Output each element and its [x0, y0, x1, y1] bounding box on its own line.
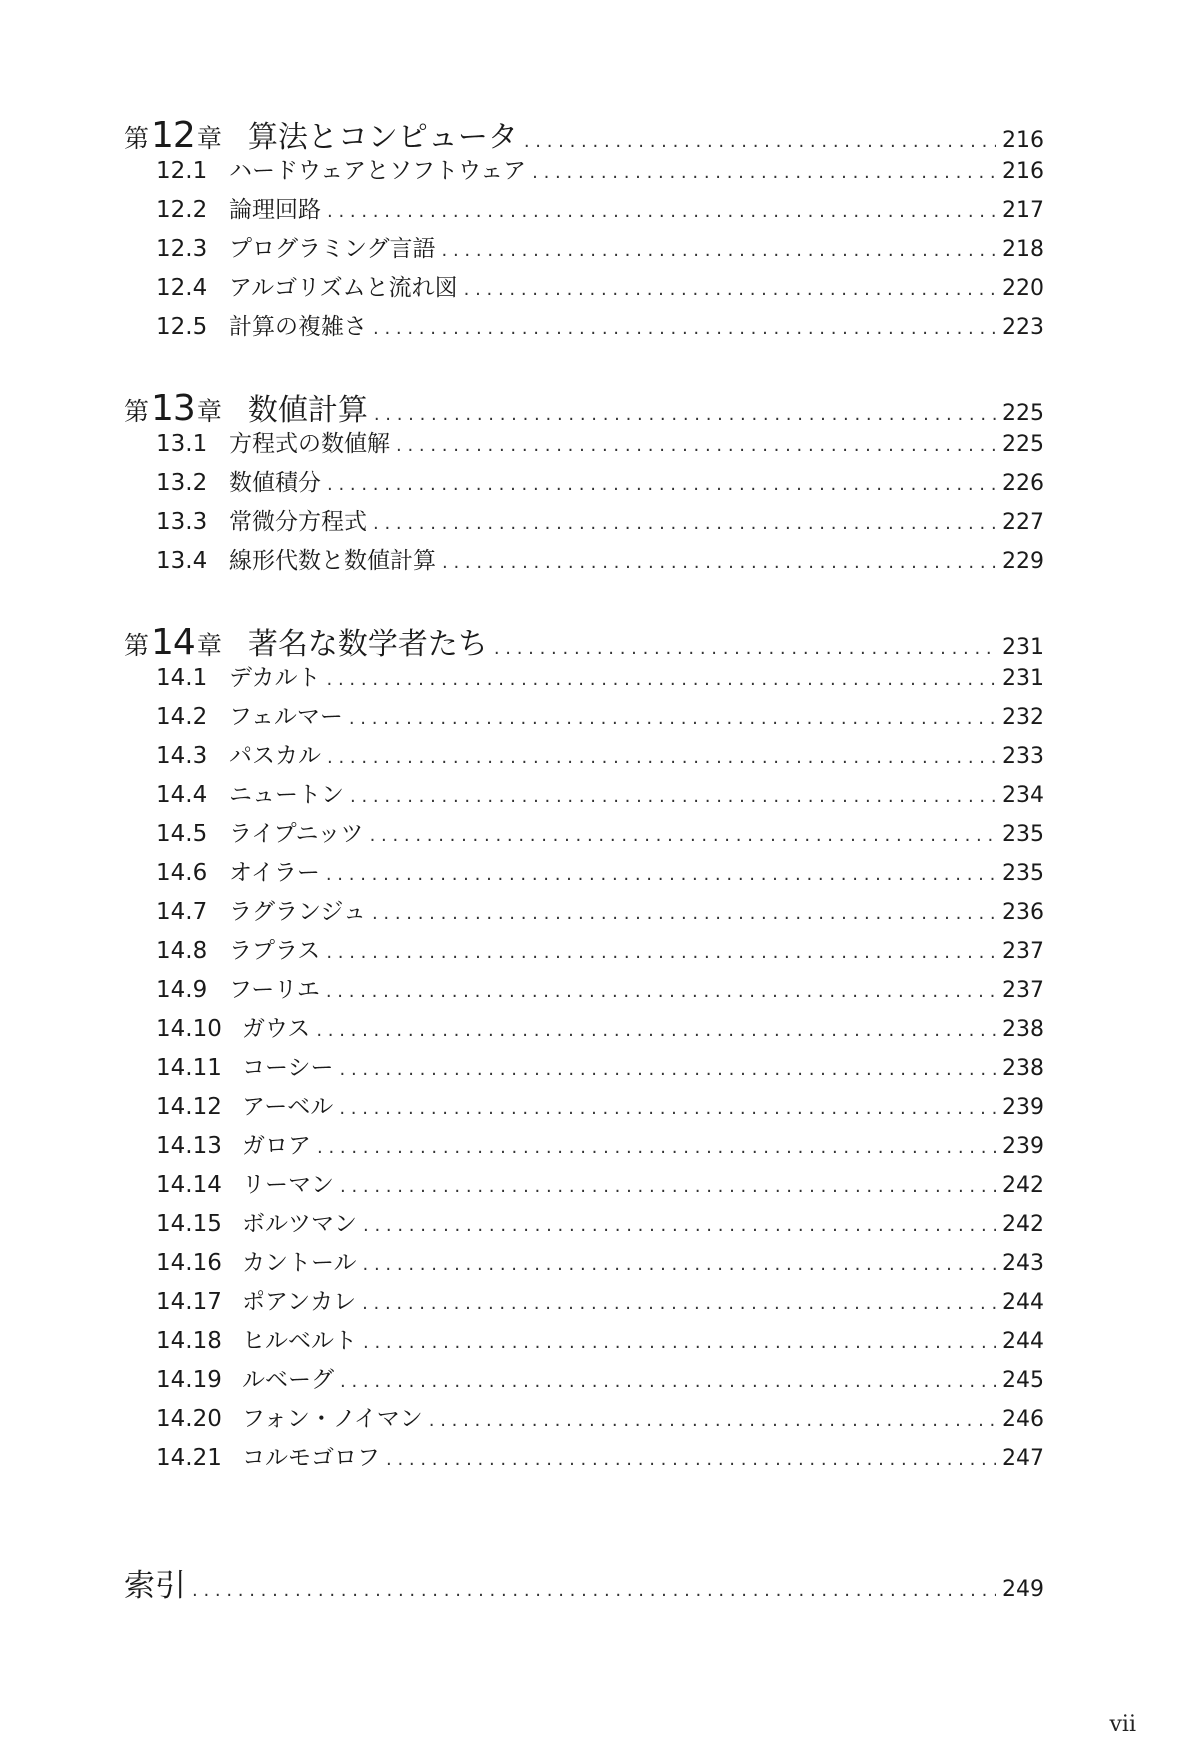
section-number: 14.4	[156, 782, 208, 808]
section-14-14-entry[interactable]	[124, 1166, 1044, 1205]
dot-leader	[363, 1332, 996, 1353]
section-number: 13.1	[156, 431, 208, 457]
section-number: 14.7	[156, 899, 208, 925]
section-14-1-entry[interactable]	[124, 659, 1044, 698]
section-14-3-entry[interactable]	[124, 737, 1044, 776]
table-of-contents	[124, 112, 1044, 1604]
page-number: 229	[1002, 549, 1044, 574]
dot-leader	[373, 513, 996, 534]
page-number: 233	[1002, 744, 1044, 769]
section-title: フォン・ノイマン	[242, 1406, 423, 1432]
chapter-14-entry[interactable]	[124, 619, 1044, 663]
chapter-prefix: 第	[124, 397, 150, 426]
section-number: 14.17	[156, 1289, 222, 1315]
section-title: ボルツマン	[242, 1211, 357, 1237]
chapter-number: 14	[151, 622, 195, 663]
section-title: 数値積分	[229, 470, 321, 496]
section-number: 14.15	[156, 1211, 222, 1237]
dot-leader	[363, 1215, 996, 1236]
section-14-15-entry[interactable]	[124, 1205, 1044, 1244]
page-number: 246	[1002, 1407, 1044, 1432]
section-12-3-entry[interactable]	[124, 230, 1044, 269]
dot-leader	[524, 131, 996, 152]
page-number: 225	[1002, 432, 1044, 457]
section-number: 13.4	[156, 548, 208, 574]
section-number: 13.2	[156, 470, 208, 496]
section-12-4-entry[interactable]	[124, 269, 1044, 308]
section-13-2-entry[interactable]	[124, 464, 1044, 503]
section-title: ライプニッツ	[229, 821, 364, 847]
section-14-5-entry[interactable]	[124, 815, 1044, 854]
page-number: 232	[1002, 705, 1044, 730]
dot-leader	[349, 708, 996, 729]
section-12-2-entry[interactable]	[124, 191, 1044, 230]
page-number: 234	[1002, 783, 1044, 808]
page-number: 243	[1002, 1251, 1044, 1276]
dot-leader	[326, 942, 996, 963]
page-number: 235	[1002, 822, 1044, 847]
section-number: 14.19	[156, 1367, 222, 1393]
dot-leader	[494, 638, 996, 659]
section-title: ラプラス	[229, 938, 321, 964]
page-number: 216	[1002, 159, 1044, 184]
section-14-21-entry[interactable]	[124, 1439, 1044, 1478]
section-number: 14.1	[156, 665, 208, 691]
section-title: ガウス	[242, 1016, 311, 1042]
section-number: 14.9	[156, 977, 208, 1003]
dot-leader	[362, 1293, 996, 1314]
dot-leader	[327, 474, 996, 495]
page-number: 226	[1002, 471, 1044, 496]
page-number: 245	[1002, 1368, 1044, 1393]
index-entry[interactable]	[124, 1560, 1044, 1604]
page-number: 247	[1002, 1446, 1044, 1471]
dot-leader	[374, 404, 996, 425]
page-number: 237	[1002, 939, 1044, 964]
section-number: 12.4	[156, 275, 208, 301]
page-number: 227	[1002, 510, 1044, 535]
section-title: ニュートン	[229, 782, 344, 808]
page-number: 235	[1002, 861, 1044, 886]
dot-leader	[429, 1410, 996, 1431]
section-title: 常微分方程式	[229, 509, 367, 535]
section-number: 12.3	[156, 236, 208, 262]
section-number: 14.13	[156, 1133, 222, 1159]
section-14-10-entry[interactable]	[124, 1010, 1044, 1049]
spacer	[124, 347, 1044, 385]
section-title: 計算の複雑さ	[229, 314, 367, 340]
section-12-1-entry[interactable]	[124, 152, 1044, 191]
page-number: 238	[1002, 1056, 1044, 1081]
section-14-2-entry[interactable]	[124, 698, 1044, 737]
page-number: 237	[1002, 978, 1044, 1003]
page-folio: vii	[1109, 1712, 1136, 1737]
section-title: コーシー	[242, 1055, 334, 1081]
section-number: 12.5	[156, 314, 208, 340]
chapter-title: 著名な数学者たち	[247, 627, 488, 662]
section-number: 12.1	[156, 158, 208, 184]
section-14-9-entry[interactable]	[124, 971, 1044, 1010]
section-14-7-entry[interactable]	[124, 893, 1044, 932]
chapter-title: 数値計算	[247, 393, 368, 428]
section-title: アーベル	[242, 1094, 334, 1120]
section-14-20-entry[interactable]	[124, 1400, 1044, 1439]
dot-leader	[532, 162, 996, 183]
page-number: 225	[1002, 401, 1044, 426]
section-number: 14.3	[156, 743, 208, 769]
dot-leader	[326, 864, 996, 885]
dot-leader	[396, 435, 996, 456]
dot-leader	[386, 1449, 996, 1470]
page-number: 238	[1002, 1017, 1044, 1042]
dot-leader	[192, 1580, 996, 1601]
dot-leader	[363, 1254, 996, 1275]
section-13-4-entry[interactable]	[124, 542, 1044, 581]
section-title: プログラミング言語	[229, 236, 436, 262]
section-number: 14.14	[156, 1172, 222, 1198]
index-title: 索引	[124, 1568, 186, 1604]
section-14-4-entry[interactable]	[124, 776, 1044, 815]
section-title: ラグランジュ	[229, 899, 366, 925]
chapter-title: 算法とコンピュータ	[247, 120, 518, 155]
section-number: 14.20	[156, 1406, 222, 1432]
page-number: 242	[1002, 1212, 1044, 1237]
dot-leader	[327, 747, 996, 768]
section-title: フェルマー	[229, 704, 343, 730]
section-title: カントール	[242, 1250, 357, 1276]
chapter-13-entry[interactable]	[124, 385, 1044, 429]
chapter-suffix: 章	[196, 397, 222, 426]
section-number: 14.2	[156, 704, 208, 730]
chapter-number: 13	[151, 388, 195, 429]
section-number: 14.12	[156, 1094, 222, 1120]
section-title: デカルト	[229, 665, 321, 691]
dot-leader	[340, 1176, 996, 1197]
section-14-11-entry[interactable]	[124, 1049, 1044, 1088]
section-title: 論理回路	[229, 197, 321, 223]
section-number: 14.8	[156, 938, 208, 964]
section-title: 方程式の数値解	[229, 431, 390, 457]
section-title: ルベーグ	[242, 1367, 334, 1393]
page-number: 239	[1002, 1134, 1044, 1159]
section-number: 13.3	[156, 509, 208, 535]
page-number: 231	[1002, 635, 1044, 660]
section-14-16-entry[interactable]	[124, 1244, 1044, 1283]
page-number: 217	[1002, 198, 1044, 223]
dot-leader	[373, 318, 996, 339]
spacer	[124, 1478, 1044, 1560]
section-14-17-entry[interactable]	[124, 1283, 1044, 1322]
section-title: 線形代数と数値計算	[229, 548, 436, 574]
chapter-prefix: 第	[124, 631, 150, 660]
dot-leader	[327, 201, 996, 222]
section-12-5-entry[interactable]	[124, 308, 1044, 347]
section-13-3-entry[interactable]	[124, 503, 1044, 542]
section-number: 14.11	[156, 1055, 222, 1081]
dot-leader	[350, 786, 996, 807]
section-number: 14.6	[156, 860, 208, 886]
section-title: パスカル	[229, 743, 321, 769]
chapter-suffix: 章	[196, 631, 222, 660]
section-number: 14.21	[156, 1445, 222, 1471]
section-title: ガロア	[242, 1133, 311, 1159]
page-number: 223	[1002, 315, 1044, 340]
page-number: 216	[1002, 128, 1044, 153]
dot-leader	[442, 240, 996, 261]
chapter-prefix: 第	[124, 124, 150, 153]
section-title: ポアンカレ	[242, 1289, 357, 1315]
section-14-19-entry[interactable]	[124, 1361, 1044, 1400]
dot-leader	[339, 1098, 996, 1119]
section-title: リーマン	[242, 1172, 334, 1198]
chapter-number: 12	[151, 115, 195, 156]
dot-leader	[340, 1059, 996, 1080]
section-title: ヒルベルト	[242, 1328, 357, 1354]
section-title: フーリエ	[229, 977, 320, 1003]
dot-leader	[370, 825, 996, 846]
dot-leader	[442, 552, 996, 573]
section-number: 12.2	[156, 197, 208, 223]
dot-leader	[464, 279, 996, 300]
section-13-1-entry[interactable]	[124, 425, 1044, 464]
dot-leader	[316, 1020, 996, 1041]
section-number: 14.10	[156, 1016, 222, 1042]
section-14-12-entry[interactable]	[124, 1088, 1044, 1127]
section-14-8-entry[interactable]	[124, 932, 1044, 971]
page-number: 249	[1002, 1577, 1044, 1602]
section-14-13-entry[interactable]	[124, 1127, 1044, 1166]
page-number: 244	[1002, 1329, 1044, 1354]
page-number: 231	[1002, 666, 1044, 691]
page-number: 242	[1002, 1173, 1044, 1198]
page-number: 239	[1002, 1095, 1044, 1120]
dot-leader	[327, 669, 996, 690]
chapter-12-entry[interactable]	[124, 112, 1044, 156]
section-title: コルモゴロフ	[242, 1445, 380, 1471]
page-number: 218	[1002, 237, 1044, 262]
page-number: 220	[1002, 276, 1044, 301]
dot-leader	[340, 1371, 996, 1392]
section-title: オイラー	[229, 860, 320, 886]
section-number: 14.16	[156, 1250, 222, 1276]
spacer	[124, 581, 1044, 619]
section-title: ハードウェアとソフトウェア	[229, 158, 527, 184]
dot-leader	[317, 1137, 996, 1158]
dot-leader	[326, 981, 996, 1002]
section-14-18-entry[interactable]	[124, 1322, 1044, 1361]
section-title: アルゴリズムと流れ図	[229, 275, 458, 301]
section-number: 14.18	[156, 1328, 222, 1354]
page-number: 244	[1002, 1290, 1044, 1315]
dot-leader	[372, 903, 996, 924]
chapter-suffix: 章	[196, 124, 222, 153]
section-14-6-entry[interactable]	[124, 854, 1044, 893]
section-number: 14.5	[156, 821, 208, 847]
page-number: 236	[1002, 900, 1044, 925]
